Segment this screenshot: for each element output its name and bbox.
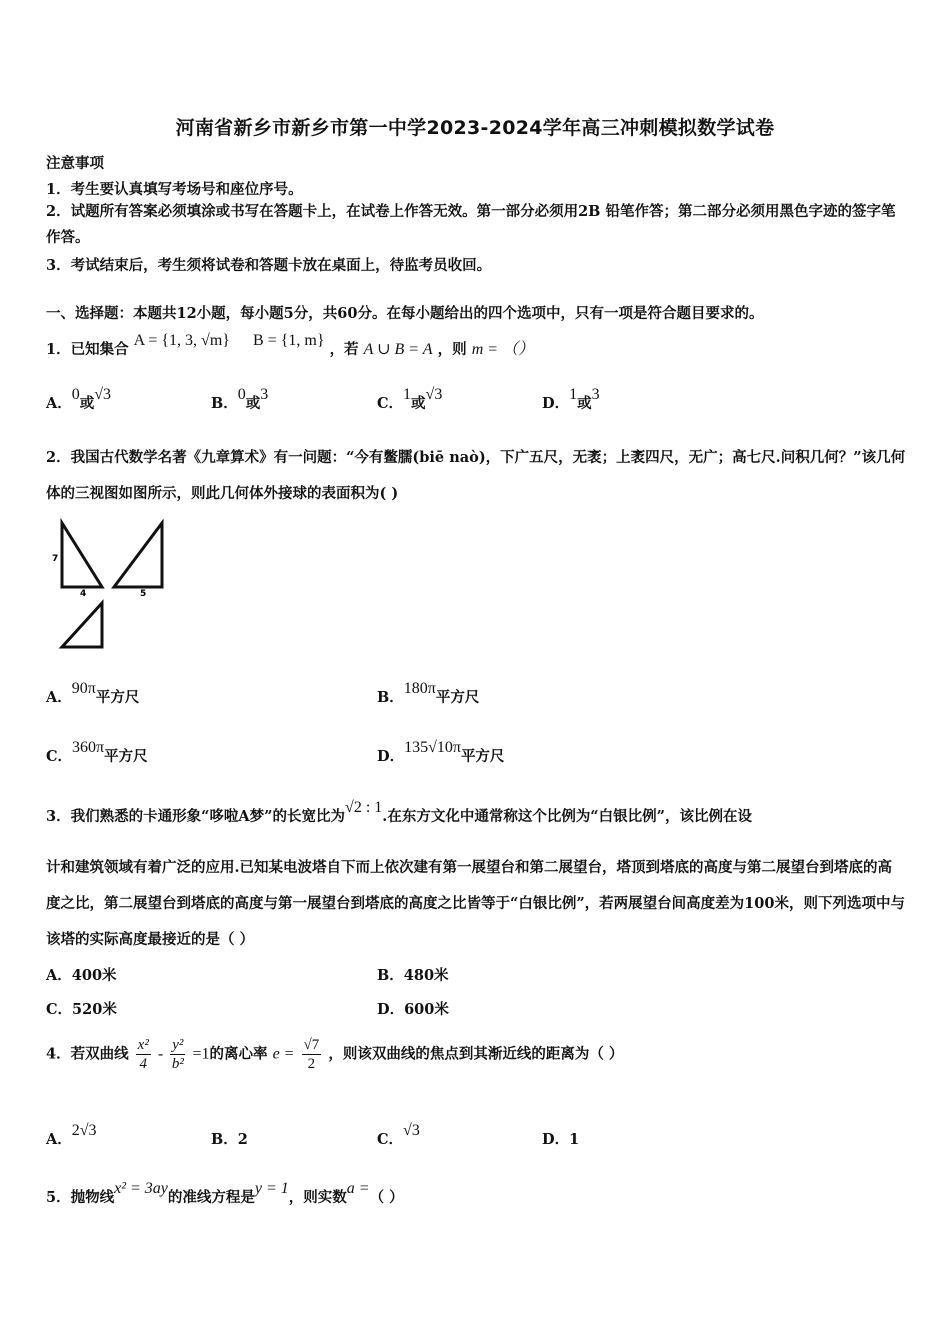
- option-value-1: 1: [403, 386, 412, 403]
- option-word: 或: [577, 395, 592, 412]
- option-math: 2: [237, 1131, 248, 1148]
- q4-mid: 的离心率: [209, 1045, 268, 1063]
- option-text: 600米: [404, 1001, 449, 1018]
- q3-option-a[interactable]: [46, 964, 117, 985]
- option-text: 520米: [72, 1001, 117, 1018]
- option-math: 90π: [71, 680, 96, 697]
- q4-y-num: y²: [172, 1037, 184, 1053]
- notice-heading: 注意事项: [46, 155, 104, 172]
- option-math: 180π: [403, 680, 436, 697]
- option-text: 400米: [71, 967, 117, 984]
- question-4: [46, 1036, 623, 1073]
- q3-ratio: √2 : 1: [345, 799, 383, 816]
- side-view-triangle: [114, 523, 162, 587]
- option-label: D．: [377, 748, 405, 765]
- label-base-2: 5: [140, 589, 147, 599]
- option-unit: 平方尺: [95, 689, 140, 706]
- option-label: B．: [377, 689, 404, 706]
- label-base-1: 4: [80, 589, 87, 599]
- notice-item-1: 1．考生要认真填写考场号和座位序号。: [46, 181, 303, 198]
- q1-prefix: 1．已知集合: [46, 341, 129, 358]
- three-view-figure: [44, 515, 174, 655]
- q4-e-num: √7: [303, 1037, 320, 1053]
- option-value-1: 0: [71, 386, 80, 403]
- q5-mid: 的准线方程是: [167, 1189, 255, 1206]
- q2-option-a[interactable]: [46, 680, 140, 707]
- exam-title: 河南省新乡市新乡市第一中学2023-2024学年高三冲刺模拟数学试卷: [175, 117, 775, 139]
- q4-suffix: ，则该双曲线的焦点到其渐近线的距离为（ ）: [328, 1045, 624, 1063]
- option-value-2: √3: [425, 386, 443, 403]
- option-label: C．: [46, 1001, 73, 1018]
- option-unit: 平方尺: [460, 748, 505, 765]
- notice-item-2: 2．试题所有答案必须填涂或书写在答题卡上，在试卷上作答无效。第一部分必须用2B 铅笔作答；第二部分必须用黑色字迹的签字笔作答。: [46, 203, 896, 246]
- option-value-1: 0: [237, 386, 246, 403]
- option-word: 或: [245, 395, 261, 412]
- q5-then: ，则实数: [288, 1189, 347, 1206]
- option-label: A．: [46, 395, 72, 412]
- option-value-1: 1: [569, 386, 578, 403]
- top-view-triangle: [62, 603, 102, 647]
- q4-prefix: 4．若双曲线: [46, 1045, 129, 1063]
- q1-then-word: ，则: [437, 341, 467, 358]
- question-3-line-1: [46, 799, 752, 826]
- q5-prefix: 5．抛物线: [46, 1189, 115, 1206]
- q1-option-b[interactable]: [211, 386, 269, 413]
- option-math: √3: [403, 1122, 420, 1139]
- q4-option-d[interactable]: [542, 1128, 579, 1149]
- q5-equation: x² = 3ay: [114, 1180, 168, 1197]
- q5-blank: （ ）: [369, 1189, 404, 1206]
- q1-set-a: A = {1, 3, √m}: [133, 332, 230, 349]
- q3-option-c[interactable]: [46, 998, 117, 1019]
- q2-option-b[interactable]: [377, 680, 480, 707]
- option-label: B．: [211, 395, 238, 412]
- q4-option-a[interactable]: [46, 1122, 97, 1149]
- option-text: 480米: [403, 967, 449, 984]
- option-label: A．: [46, 967, 72, 984]
- q3-option-d[interactable]: [377, 998, 449, 1019]
- option-value-2: √3: [94, 386, 112, 403]
- option-math: 2√3: [71, 1122, 97, 1139]
- option-unit: 平方尺: [104, 748, 148, 765]
- section-heading: 一、选择题：本题共12小题，每小题5分，共60分。在每小题给出的四个选项中，只有一项是符合题目要求的。: [46, 305, 764, 322]
- q5-ask: a =: [346, 1180, 370, 1197]
- q4-option-c[interactable]: [377, 1122, 420, 1149]
- option-label: A．: [46, 689, 72, 706]
- option-value-2: 3: [260, 386, 269, 403]
- q4-y-den: b²: [171, 1056, 184, 1072]
- option-label: B．: [211, 1131, 238, 1148]
- q4-e-lhs: e =: [272, 1045, 295, 1063]
- option-label: C．: [377, 1131, 404, 1148]
- option-label: D．: [377, 1001, 405, 1018]
- label-height: 7: [52, 554, 59, 564]
- q4-x-fraction: [136, 1036, 151, 1073]
- option-label: A．: [46, 1131, 72, 1148]
- q5-directrix: y = 1: [254, 1180, 289, 1197]
- question-1: [46, 332, 535, 359]
- q1-option-c[interactable]: [377, 386, 443, 413]
- option-math: 360π: [72, 739, 105, 756]
- q4-option-b[interactable]: [211, 1128, 248, 1149]
- q1-option-a[interactable]: [46, 386, 112, 413]
- option-math: 1: [569, 1131, 580, 1148]
- q1-set-b: B = {1, m}: [253, 332, 325, 349]
- q4-y-fraction: [170, 1036, 185, 1073]
- option-label: C．: [46, 748, 73, 765]
- option-value-2: 3: [591, 386, 600, 403]
- question-3-body: 计和建筑领域有着广泛的应用.已知某电波塔自下而上依次建有第一展望台和第二展望台，塔顶到塔底的高度与第二展望台到塔底的高度之比，第二展望台到塔底的高度与第一展望台到塔底的高度之比皆等于“白银比例”，若两展望台间高度差为100米，则下列选项中与该塔的实际高度最接近的是（ ）: [46, 859, 905, 948]
- front-view-triangle: [62, 523, 102, 587]
- q4-e-den: 2: [307, 1056, 316, 1072]
- option-unit: 平方尺: [435, 689, 480, 706]
- option-label: D．: [542, 1131, 570, 1148]
- q1-option-d[interactable]: [542, 386, 600, 413]
- q1-cond: A ∪ B = A: [363, 341, 433, 358]
- q4-x-num: x²: [137, 1037, 149, 1053]
- option-label: B．: [377, 967, 404, 984]
- q1-cond-word: ，若: [329, 341, 359, 358]
- question-2: 2．我国古代数学名著《九章算术》有一问题：“今有鳖臑(biē naò)，下广五尺，无袤；上袤四尺，无广；高七尺.问积几何？”该几何体的三视图如图所示，则此几何体外接球的表面积为( ): [46, 449, 906, 502]
- notice-item-3: 3．考试结束后，考生须将试卷和答题卡放在桌面上，待监考员收回。: [46, 257, 492, 274]
- q3-text-b: .在东方文化中通常称这个比例为“白银比例”，该比例在设: [382, 808, 752, 825]
- q1-ask: m = （）: [471, 341, 535, 358]
- option-label: C．: [377, 395, 404, 412]
- q4-x-den: 4: [139, 1056, 147, 1072]
- q4-eq1: =1: [192, 1045, 210, 1063]
- q3-option-b[interactable]: [377, 964, 449, 985]
- q4-e-fraction: [302, 1036, 322, 1073]
- option-word: 或: [411, 395, 426, 412]
- option-math: 135√10π: [404, 739, 461, 756]
- q2-option-d[interactable]: [377, 739, 505, 766]
- option-label: D．: [542, 395, 570, 412]
- q2-option-c[interactable]: [46, 739, 148, 766]
- question-5: [46, 1180, 404, 1207]
- q3-text-a: 3．我们熟悉的卡通形象“哆啦A梦”的长宽比为: [46, 808, 346, 825]
- q4-minus: -: [157, 1045, 164, 1063]
- option-word: 或: [79, 395, 95, 412]
